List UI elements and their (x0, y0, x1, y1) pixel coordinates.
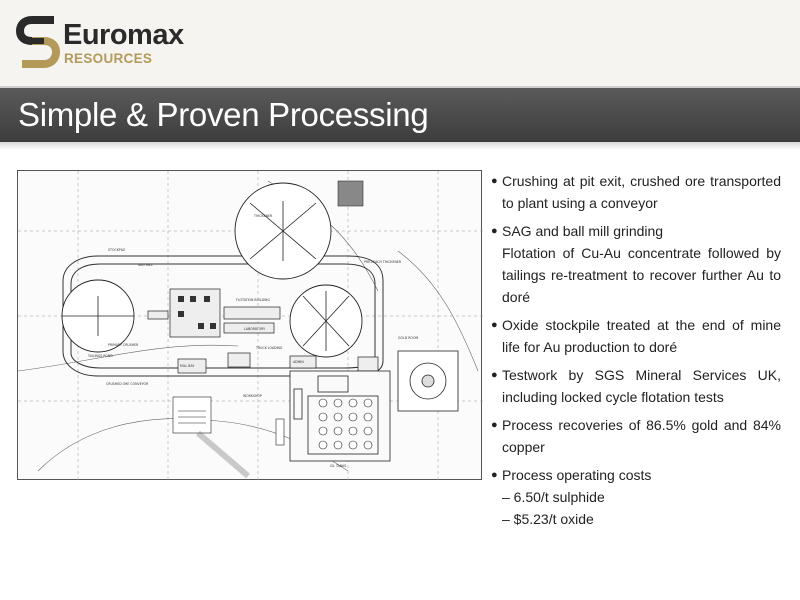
bullet-text: SAG and ball mill grinding (502, 223, 664, 239)
label-thickener: THICKENER (254, 214, 273, 218)
label-pre-leach: PRE-LEACH THICKENER (364, 260, 402, 264)
label-primary-crusher: PRIMARY CRUSHER (108, 343, 139, 347)
bullet-item (491, 170, 781, 214)
title-shadow (0, 142, 800, 150)
bullet-text: Crushing at pit exit, crushed ore transported to plant using a conveyor (502, 173, 781, 211)
bullet-item (491, 414, 781, 458)
label-conveyor: CRUSHED ORE CONVEYOR (106, 382, 149, 386)
bullet-text: Testwork by SGS Mineral Services UK, including locked cycle flotation tests (502, 367, 781, 405)
process-plant-layout-drawing (17, 170, 482, 480)
bullet-dot-icon: ● (491, 469, 498, 481)
bullet-subtext: Flotation of Cu-Au concentrate followed by tailings re-treatment to recover further Au to doré (502, 245, 781, 305)
brand-name: Euromax (63, 19, 184, 51)
label-stockpile: STOCKPILE (108, 248, 126, 252)
label-gold-room: GOLD ROOM (398, 336, 419, 340)
bullet-dot-icon: ● (491, 175, 498, 187)
bullet-subtext: – $5.23/t oxide (502, 511, 594, 527)
label-lab: LABORATORY (244, 327, 266, 331)
header-bar (0, 0, 800, 86)
bullet-item (491, 314, 781, 358)
bullet-dot-icon: ● (491, 225, 498, 237)
label-workshop: WORKSHOP (243, 394, 262, 398)
label-tailings-pond: TAILINGS POND (88, 354, 113, 358)
bullet-dot-icon: ● (491, 319, 498, 331)
plant-drawing-svg (18, 171, 483, 481)
page-title: Simple & Proven Processing (18, 96, 429, 133)
label-tanks: CIL TANKS (330, 464, 347, 468)
brand-subtitle: RESOURCES (64, 51, 153, 66)
bullet-item (491, 364, 781, 408)
bullet-text: Process recoveries of 86.5% gold and 84% copper (502, 417, 781, 455)
label-mill-bay: MILL BAY (180, 364, 195, 368)
euromax-s-logo-icon (16, 16, 60, 68)
label-truck-loading: TRUCK LOADING (256, 346, 283, 350)
bullet-dot-icon: ● (491, 419, 498, 431)
bullet-text: Oxide stockpile treated at the end of mine life for Au production to doré (502, 317, 781, 355)
label-admin: ADMIN (293, 360, 304, 364)
bullet-item (491, 220, 781, 308)
label-flotation: FLOTATION BUILDING (236, 298, 270, 302)
bullet-subtext: – 6.50/t sulphide (502, 489, 605, 505)
bullet-text: Process operating costs (502, 467, 652, 483)
bullet-item (491, 464, 781, 530)
bullet-dot-icon: ● (491, 369, 498, 381)
bullet-list (491, 170, 781, 536)
label-sag-mill: SAG MILL (138, 263, 153, 267)
